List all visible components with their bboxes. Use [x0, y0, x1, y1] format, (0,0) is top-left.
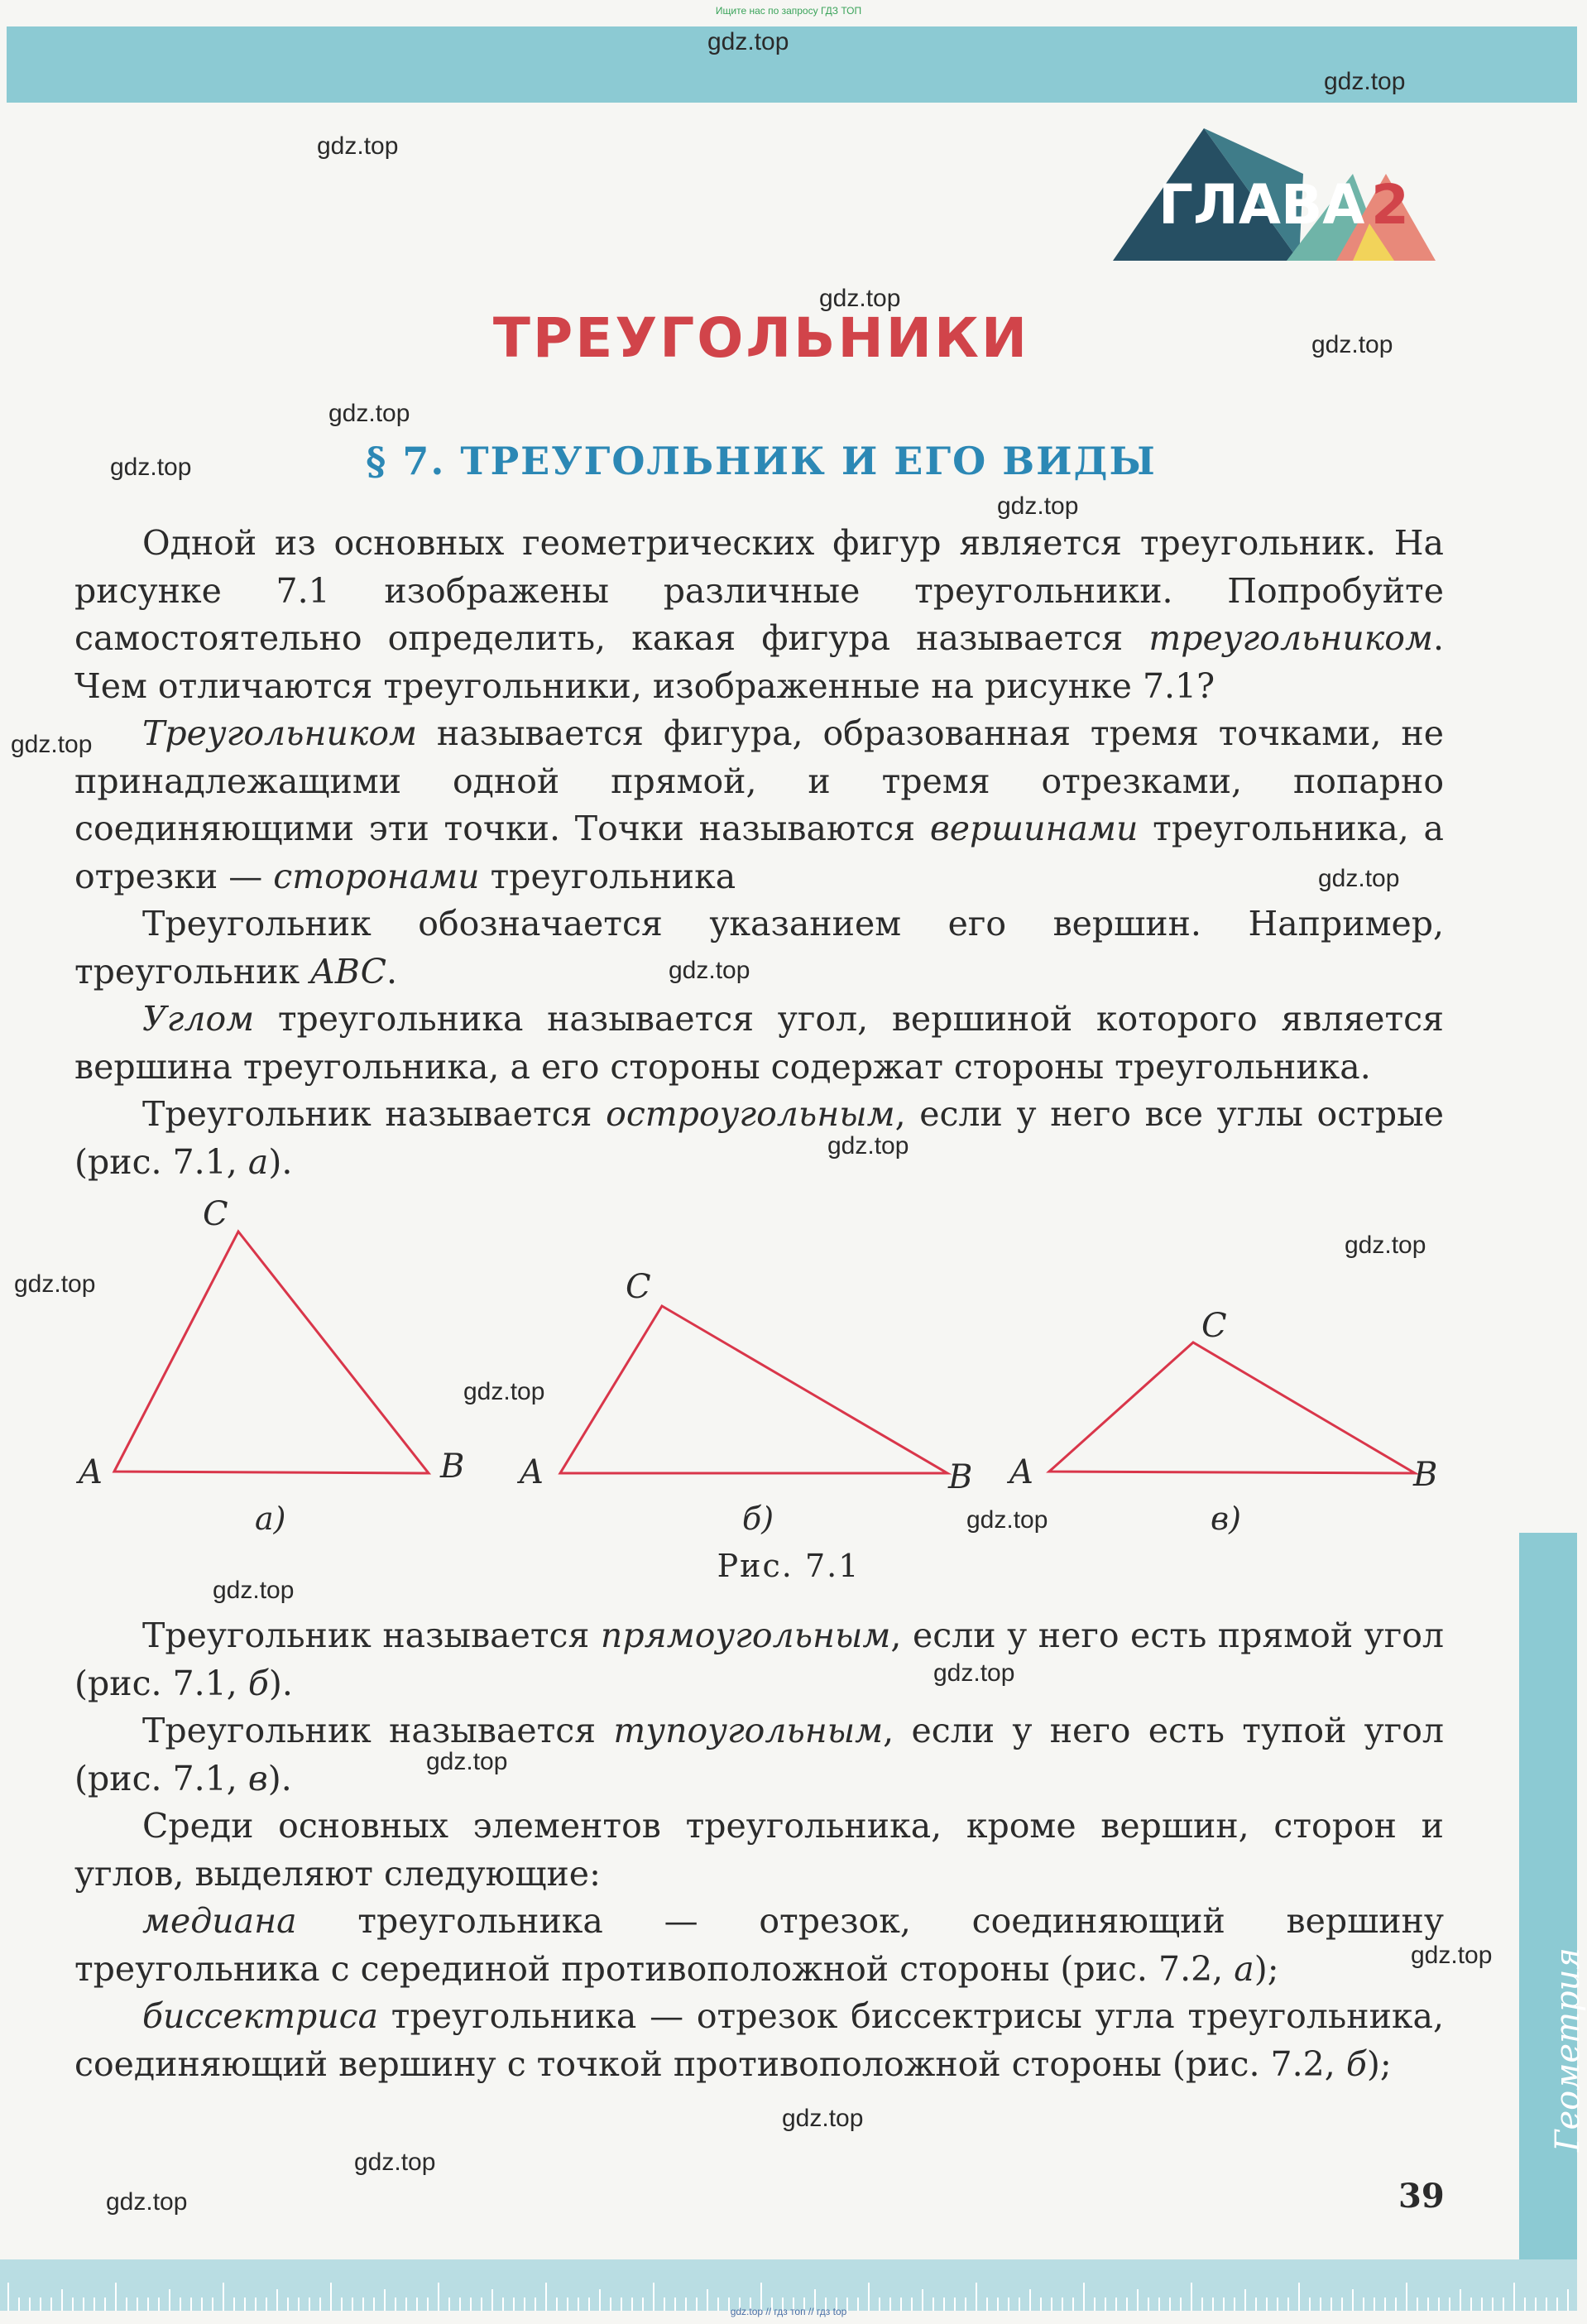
- paragraph-obtuse: [74, 1707, 1444, 1803]
- p5-text-end: ).: [268, 1141, 293, 1182]
- watermark: gdz.top: [669, 957, 750, 984]
- watermark: gdz.top: [106, 2188, 188, 2216]
- side-tab-label: Геометрия: [1549, 1947, 1587, 2152]
- paragraph-elements: Среди основных элементов треугольника, кроме вершин, сторон и углов, выделяют следующие:: [74, 1806, 1444, 1894]
- p4-text: треугольника называется угол, вершиной которого является вершина треугольника, а его стороны содержат стороны треугольника.: [74, 999, 1444, 1087]
- p1-text-end: . Чем отличаются треугольники, изображенные на рисунке 7.1?: [74, 618, 1444, 706]
- term-triangle: Треугольником: [142, 713, 418, 753]
- chapter-label: ГЛАВА: [1158, 173, 1365, 237]
- p7-text-end: ).: [267, 1758, 292, 1798]
- watermark: gdz.top: [1324, 68, 1406, 95]
- vertex-b3: B: [1413, 1456, 1438, 1494]
- p2-text-2: треугольника, а отрезки —: [74, 809, 1444, 896]
- watermark: gdz.top: [328, 400, 410, 427]
- sublabel-c: в): [1211, 1501, 1241, 1537]
- p2-text-3: треугольника: [479, 856, 736, 896]
- watermark: gdz.top: [819, 285, 901, 312]
- bottom-ruler: [0, 2259, 1577, 2311]
- term-sides: сторонами: [273, 856, 480, 896]
- p5-text: Треугольник называется: [142, 1094, 607, 1134]
- paragraph-notation: [74, 900, 1444, 996]
- watermark: gdz.top: [213, 1577, 295, 1604]
- vertex-c1: C: [203, 1195, 228, 1233]
- term-median: медиана: [142, 1901, 297, 1941]
- watermark: gdz.top: [707, 28, 789, 55]
- triangle-right: [560, 1306, 947, 1473]
- watermark: gdz.top: [997, 492, 1079, 520]
- paragraph-intro: [74, 520, 1444, 710]
- chapter-badge-graphic: [1113, 124, 1444, 265]
- p7-text: Треугольник называется: [142, 1711, 614, 1750]
- sublabel-b: б): [742, 1501, 774, 1537]
- p5-text-2: , если у него все углы острые (рис. 7.1,: [74, 1094, 1444, 1182]
- p7-ref: в: [247, 1758, 268, 1798]
- vertex-b1: B: [440, 1448, 465, 1486]
- watermark: gdz.top: [463, 1378, 545, 1405]
- triangles-figure: [58, 1192, 1456, 1539]
- paragraph-angle: [74, 996, 1444, 1091]
- watermark: gdz.top: [1345, 1232, 1426, 1259]
- watermark: gdz.top: [1311, 331, 1393, 358]
- vertex-a3: A: [1009, 1453, 1033, 1491]
- vertex-c3: C: [1201, 1307, 1227, 1345]
- term-angle: Углом: [142, 999, 255, 1039]
- figure-caption: Рис. 7.1: [717, 1548, 861, 1584]
- ruler-ticks: [0, 2259, 1577, 2311]
- p9-text: треугольника — отрезок, соединяющий вершину треугольника с серединой противоположной стороны (рис. 7.2,: [74, 1901, 1444, 1989]
- watermark: gdz.top: [317, 132, 399, 160]
- p7-text-2: , если у него есть тупой угол (рис. 7.1,: [74, 1711, 1445, 1798]
- watermark: gdz.top: [354, 2149, 436, 2176]
- watermark: gdz.top: [14, 1270, 96, 1298]
- sublabel-a: а): [255, 1501, 286, 1537]
- watermark: gdz.top: [966, 1506, 1048, 1534]
- paragraph-right: [74, 1612, 1444, 1707]
- header-note: Ищите нас по запросу ГДЗ ТОП: [715, 5, 862, 17]
- term-obtuse: тупоугольным: [613, 1711, 884, 1750]
- p6-text-end: ).: [268, 1663, 293, 1703]
- p5-ref: а: [247, 1141, 269, 1182]
- paragraph-bisector: [74, 1993, 1444, 2088]
- p10-ref: б: [1345, 2043, 1367, 2084]
- side-tab: [1519, 1533, 1577, 2261]
- watermark: gdz.top: [827, 1132, 909, 1160]
- paragraph-median: [74, 1898, 1444, 1993]
- term-bisector: биссектриса: [142, 1996, 379, 2036]
- vertex-c2: C: [626, 1268, 651, 1306]
- paragraph-acute: [74, 1091, 1444, 1186]
- paragraph-definition: [74, 710, 1444, 900]
- page-number: 39: [1398, 2177, 1445, 2216]
- triangle-obtuse: [1049, 1342, 1415, 1473]
- p2-text: называется фигура, образованная тремя точками, не принадлежащими одной прямой, и тремя отрезками, попарно соединяющими эти точки. Точки называются: [74, 713, 1444, 848]
- section-title: § 7. ТРЕУГОЛЬНИК И ЕГО ВИДЫ: [366, 439, 1157, 483]
- p3-text: Треугольник обозначается указанием его вершин. Например, треугольник: [74, 904, 1444, 992]
- chapter-badge: [1113, 124, 1444, 265]
- p6-ref: б: [247, 1663, 269, 1703]
- chapter-number: 2: [1371, 173, 1409, 237]
- watermark: gdz.top: [1318, 865, 1400, 892]
- p10-text: треугольника — отрезок биссектрисы угла треугольника, соединяющий вершину с точкой противоположной стороны (рис. 7.2,: [74, 1996, 1444, 2084]
- p6-text: Треугольник называется: [142, 1616, 601, 1655]
- watermark: gdz.top: [1411, 1942, 1493, 1969]
- watermark: gdz.top: [110, 454, 192, 481]
- term-acute: остроугольным: [606, 1094, 895, 1134]
- p1-term: треугольником: [1148, 618, 1433, 658]
- figure-7-1: [58, 1192, 1456, 1539]
- notation-abc: ABC: [310, 951, 387, 992]
- triangle-acute: [114, 1232, 429, 1473]
- vertex-a2: A: [520, 1453, 544, 1491]
- term-vertices: вершинами: [929, 809, 1139, 848]
- p1-text: Одной из основных геометрических фигур является треугольник. На рисунке 7.1 изображены различные треугольники. Попробуйте самостоятельно определить, какая фигура называется: [74, 523, 1444, 658]
- p3-text-end: .: [386, 951, 398, 992]
- chapter-title: ТРЕУГОЛЬНИКИ: [492, 306, 1030, 370]
- p10-text-end: );: [1366, 2043, 1392, 2084]
- p6-text-2: , если у него есть прямой угол (рис. 7.1,: [74, 1616, 1445, 1703]
- watermark: gdz.top: [426, 1748, 508, 1775]
- vertex-b2: B: [948, 1458, 973, 1496]
- watermark: gdz.top: [11, 731, 93, 758]
- p9-ref: а: [1234, 1948, 1254, 1989]
- footer-note: gdz.top // гдз топ // гдз top: [730, 2306, 847, 2317]
- watermark: gdz.top: [933, 1659, 1015, 1687]
- term-right: прямоугольным: [600, 1616, 891, 1655]
- watermark: gdz.top: [782, 2105, 864, 2132]
- vertex-a1: A: [79, 1453, 103, 1491]
- p9-text-end: );: [1254, 1948, 1279, 1989]
